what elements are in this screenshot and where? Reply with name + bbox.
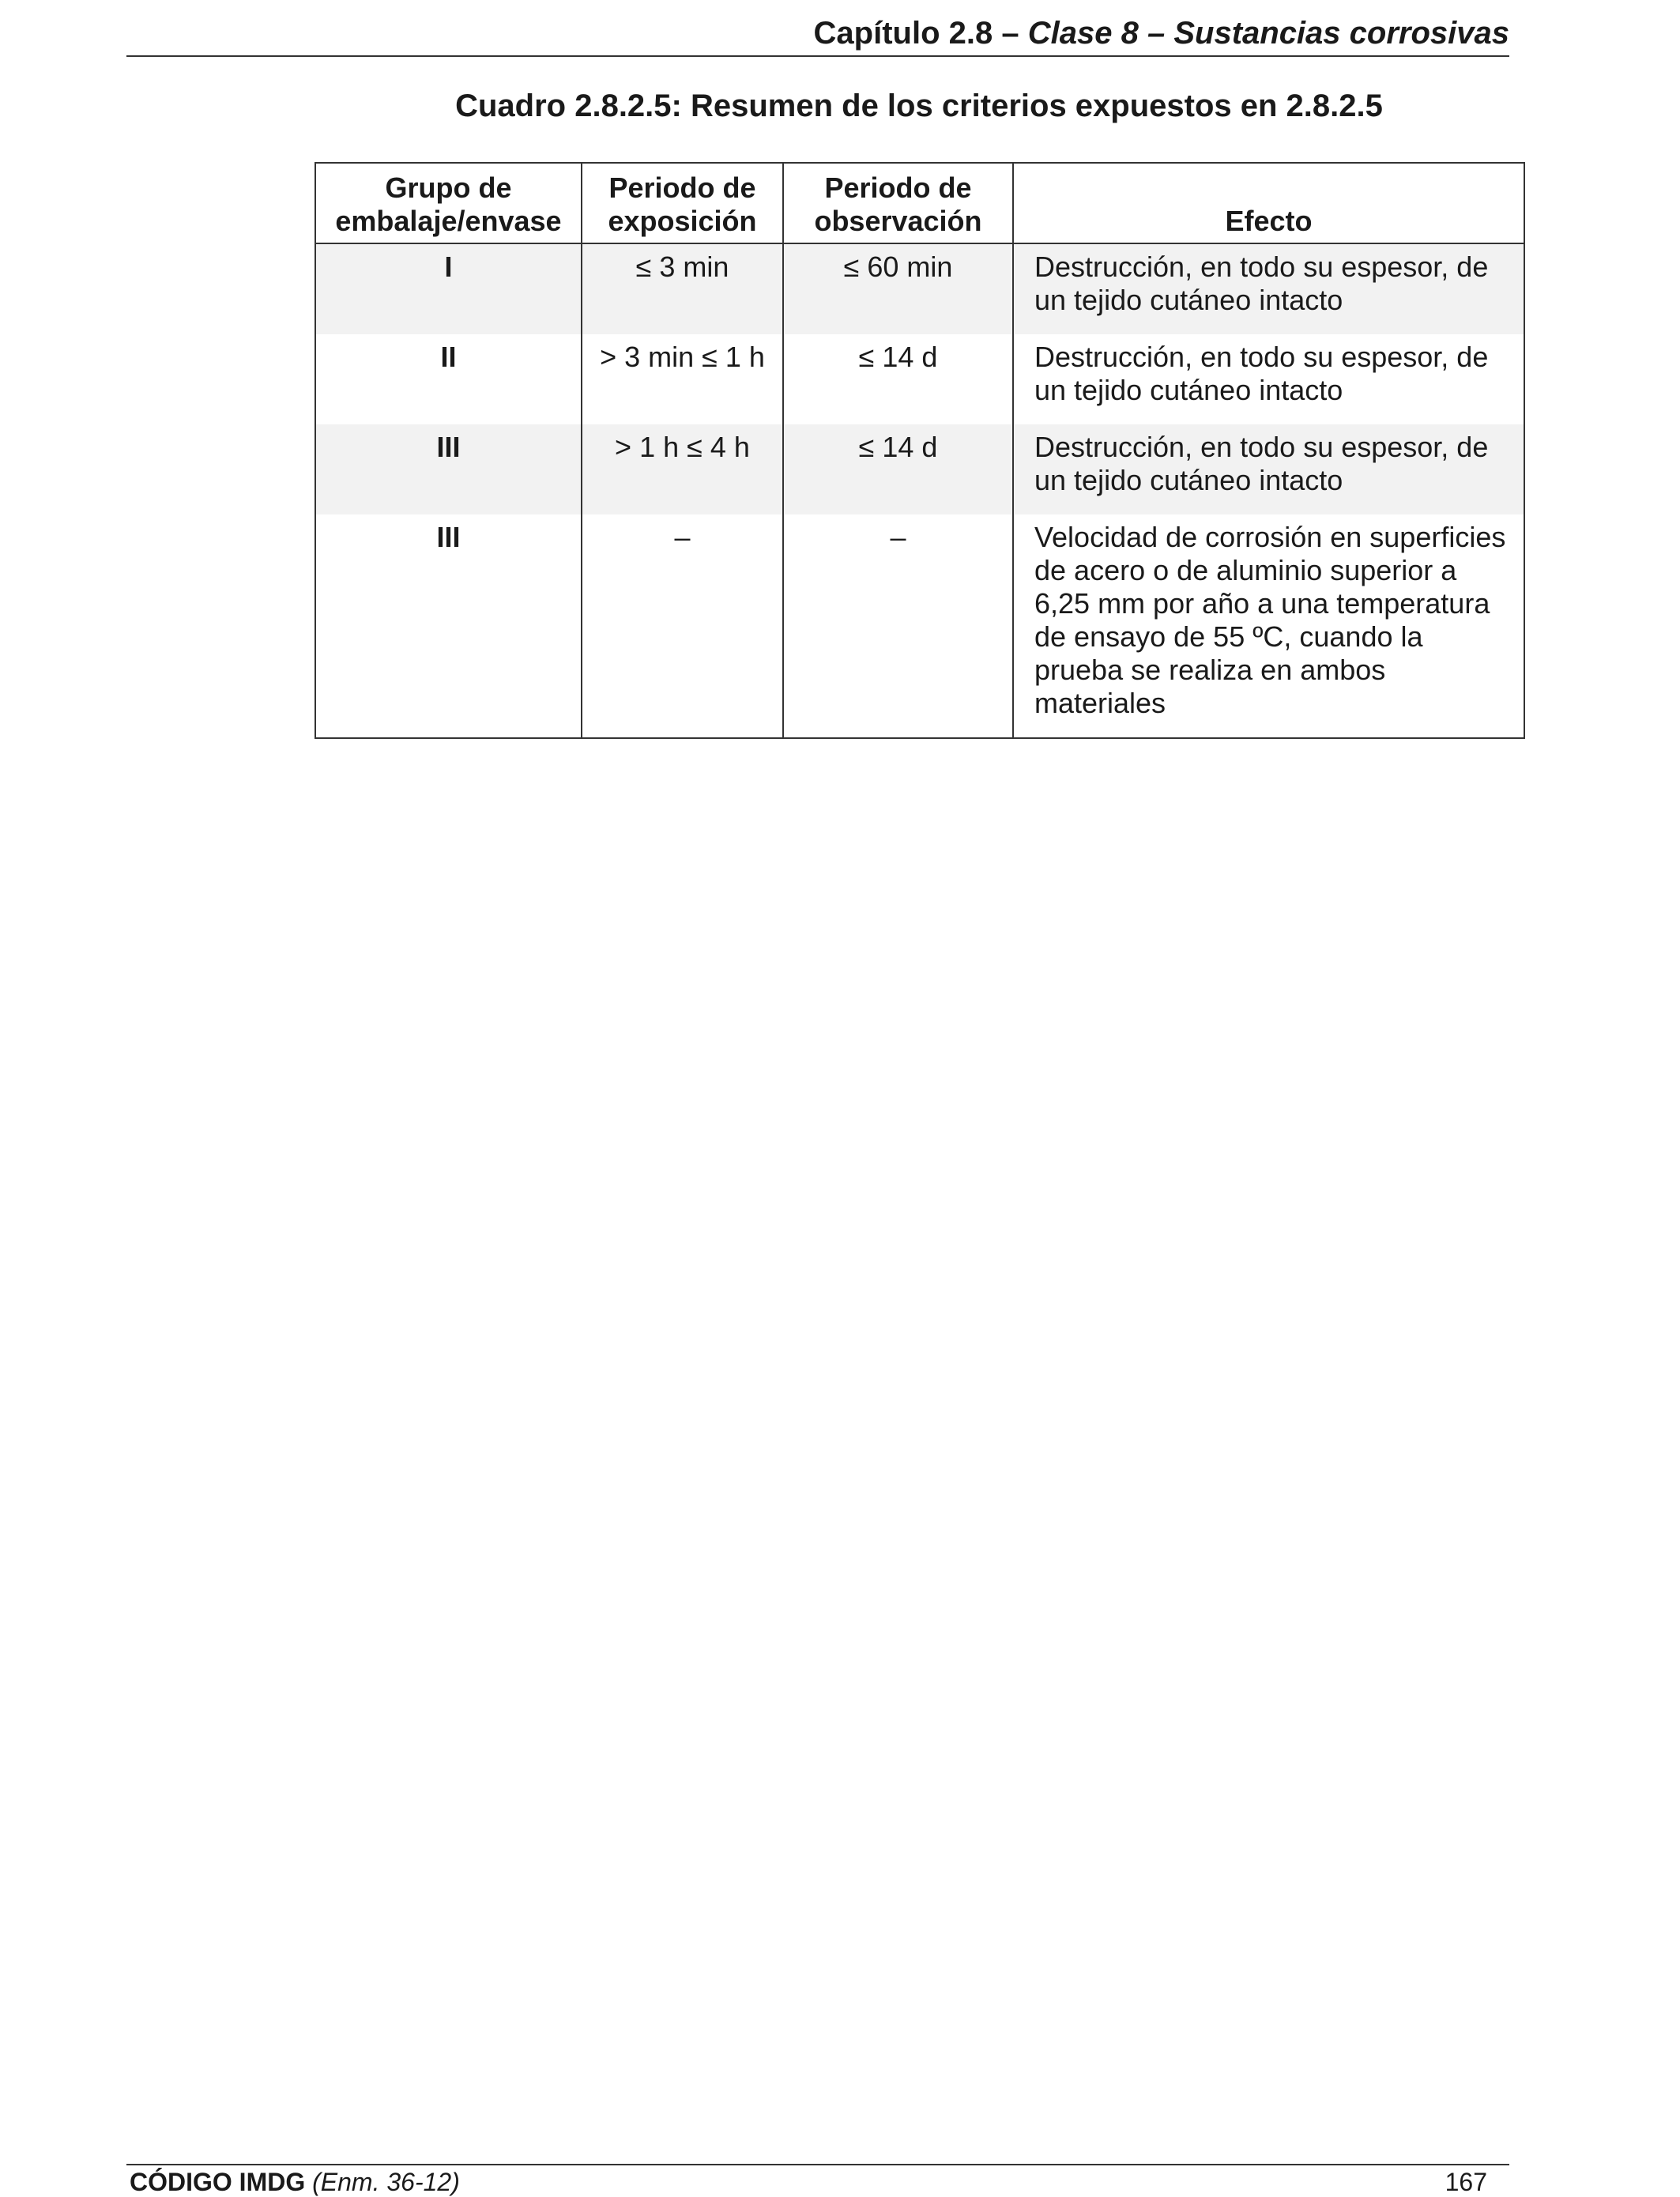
cell-effect: Destrucción, en todo su espesor, de un tejido cutáneo intacto	[1013, 243, 1524, 334]
page-header	[126, 11, 1509, 57]
header-chapter: Capítulo 2.8 –	[813, 16, 1019, 51]
header-observation-line2: observación	[814, 205, 982, 237]
page-number: 167	[1445, 2168, 1487, 2196]
cell-packing-group: III	[315, 424, 582, 514]
cell-observation: ≤ 14 d	[783, 334, 1013, 424]
cell-observation: –	[783, 514, 1013, 738]
header-separator: –	[1147, 16, 1166, 51]
cell-exposure: ≤ 3 min	[582, 243, 783, 334]
cell-effect: Destrucción, en todo su espesor, de un tejido cutáneo intacto	[1013, 424, 1524, 514]
footer-code-name: CÓDIGO IMDG	[130, 2168, 306, 2196]
footer-amendment: (Enm. 36-12)	[312, 2168, 460, 2196]
cell-exposure: –	[582, 514, 783, 738]
criteria-table	[315, 162, 1525, 739]
page-footer	[126, 2164, 1509, 2195]
cell-packing-group: I	[315, 243, 582, 334]
header-subject: Sustancias corrosivas	[1173, 16, 1509, 51]
cell-effect: Destrucción, en todo su espesor, de un tejido cutáneo intacto	[1013, 334, 1524, 424]
cell-exposure: > 3 min ≤ 1 h	[582, 334, 783, 424]
table-row	[315, 243, 1524, 334]
header-packing-group	[315, 163, 582, 243]
table-row	[315, 424, 1524, 514]
cell-packing-group: II	[315, 334, 582, 424]
header-class: Clase 8	[1027, 16, 1139, 51]
header-packing-group-line1: Grupo de	[385, 171, 512, 204]
header-packing-group-line2: embalaje/envase	[335, 205, 562, 237]
cell-observation: ≤ 14 d	[783, 424, 1013, 514]
header-exposure-period	[582, 163, 783, 243]
cell-exposure: > 1 h ≤ 4 h	[582, 424, 783, 514]
header-observation-line1: Periodo de	[824, 171, 972, 204]
header-exposure-line1: Periodo de	[608, 171, 756, 204]
table-row	[315, 514, 1524, 738]
table-header-row	[315, 163, 1524, 243]
header-exposure-line2: exposición	[608, 205, 757, 237]
table-caption: Cuadro 2.8.2.5: Resumen de los criterios expuestos en 2.8.2.5	[455, 89, 1383, 123]
header-observation-period	[783, 163, 1013, 243]
cell-effect: Velocidad de corrosión en superficies de acero o de aluminio superior a 6,25 mm por año a una temperatura de ensayo de 55 ºC, cuando la prueba se realiza en ambos materiales	[1013, 514, 1524, 738]
table-row	[315, 334, 1524, 424]
cell-packing-group: III	[315, 514, 582, 738]
header-effect: Efecto	[1013, 163, 1524, 243]
cell-observation: ≤ 60 min	[783, 243, 1013, 334]
